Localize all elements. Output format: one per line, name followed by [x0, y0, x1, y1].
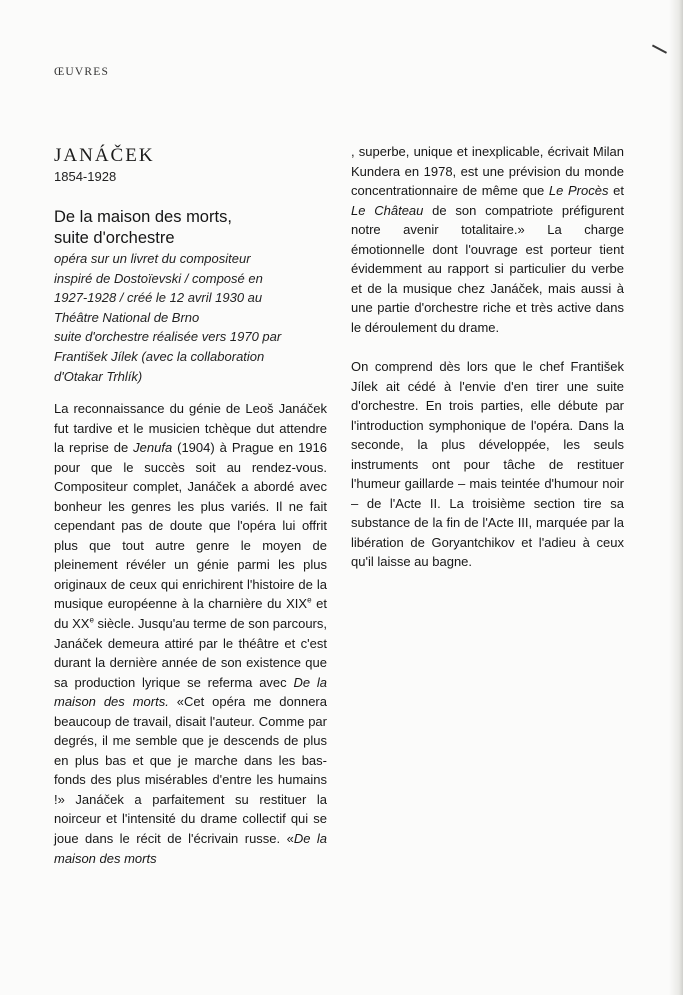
title-maison-des-morts: De la maison des morts. — [54, 674, 327, 710]
corner-fold-mark — [644, 44, 667, 67]
work-title — [54, 207, 344, 249]
title-le-proces: Le Procès — [548, 183, 609, 199]
text-column-left — [54, 399, 327, 868]
superscript: e — [89, 615, 94, 625]
work-details — [54, 249, 344, 386]
work-detail-line: František Jílek (avec la collaboration — [54, 348, 265, 364]
work-detail-line: inspiré de Dostoïevski / composé en — [54, 270, 263, 286]
paragraph-text: La reconnaissance du génie de Leoš Janáček fut tardive et le musicien tchèque dut attendre la reprise de — [54, 401, 327, 456]
section-label: ŒUVRES — [54, 66, 110, 78]
work-detail-line: Théâtre National de Brno — [54, 309, 200, 325]
paragraph-text: (1904) à Prague en 1916 pour que le succès soit au rendez-vous. Compositeur complet, Janáček a abordé avec bonheur les genres les plus variés. Il ne fait cependant pas de doute que l'opéra lui offrit plus que tout autre genre le moyen de pleinement révéler un génie parmi les plus originaux de ceux qui enrichirent l'histoire de la musique européenne à la charnière du XIX — [54, 440, 327, 612]
paragraph-text: de son compatriote préfigurent notre avenir totalitaire.» La charge émotionnelle dont l'ouvrage est porteur tient évidemment au rapport si particulier du verbe et de la musique chez Janáček, mais aussi à une partie d'orchestre riche et très active dans le déroulement du drame. — [351, 202, 624, 335]
paragraph-2: On comprend dès lors que le chef František Jílek ait cédé à l'envie d'en tirer une suite d'orchestre. En trois parties, elle débute par l'introduction symphonique de l'opéra. Dans la seconde, la plus développée, les seuls instruments ont pour tâche de restituer l'humeur gaillarde – mais teintée d'humour noir – de l'Acte II. La troisième section tire sa substance de la fin de l'Acte III, marquée par la libération de Goryantchikov et l'adieu à ceux qu'il laisse au bagne. — [351, 359, 624, 570]
work-detail-line: opéra sur un livret du compositeur — [54, 251, 251, 266]
work-title-line-1: De la maison des morts, — [54, 208, 232, 226]
paragraph-1-continued — [351, 142, 624, 337]
work-title-line-2: suite d'orchestre — [54, 229, 175, 247]
title-jenufa: Jenufa — [133, 440, 173, 456]
paragraph-1 — [54, 399, 327, 868]
composer-heading — [54, 146, 155, 185]
composer-dates: 1854-1928 — [54, 169, 117, 184]
work-detail-line: d'Otakar Trhlík) — [54, 368, 143, 384]
paragraph-text: «Cet opéra me donnera beaucoup de travail, disait l'auteur. Comme par degrés, il me semble que je descends de plus en plus bas et que je marche dans les bas-fonds des plus misérables d'entre les humains !» Janáček a parfaitement su restituer la noirceur et l'intensité du drame collectif qui se joue dans le récit de l'écrivain russe. « — [54, 694, 327, 847]
page-edge-shadow — [669, 0, 683, 995]
paragraph-text: et — [608, 183, 624, 199]
title-le-chateau: Le Château — [351, 202, 424, 218]
superscript: e — [307, 596, 312, 606]
text-column-right — [351, 142, 624, 572]
title-maison-des-morts: De la maison des morts — [54, 831, 327, 866]
composer-name: JANÁČEK — [54, 145, 155, 166]
paragraph-text: et du XX — [54, 596, 327, 632]
work-detail-line: 1927-1928 / créé le 12 avril 1930 au — [54, 290, 263, 306]
paragraph-text-flow: , superbe, unique et inexplicable, écrivait Milan Kundera en 1978, est une prévision du monde concentrationnaire de même que — [351, 144, 624, 199]
paragraph-text: siècle. Jusqu'au terme de son parcours, Janáček demeura attiré par le théâtre et c'est durant la dernière année de son existence que sa production lyrique se referma avec — [54, 616, 327, 690]
work-detail-line: suite d'orchestre réalisée vers 1970 par — [54, 329, 282, 345]
